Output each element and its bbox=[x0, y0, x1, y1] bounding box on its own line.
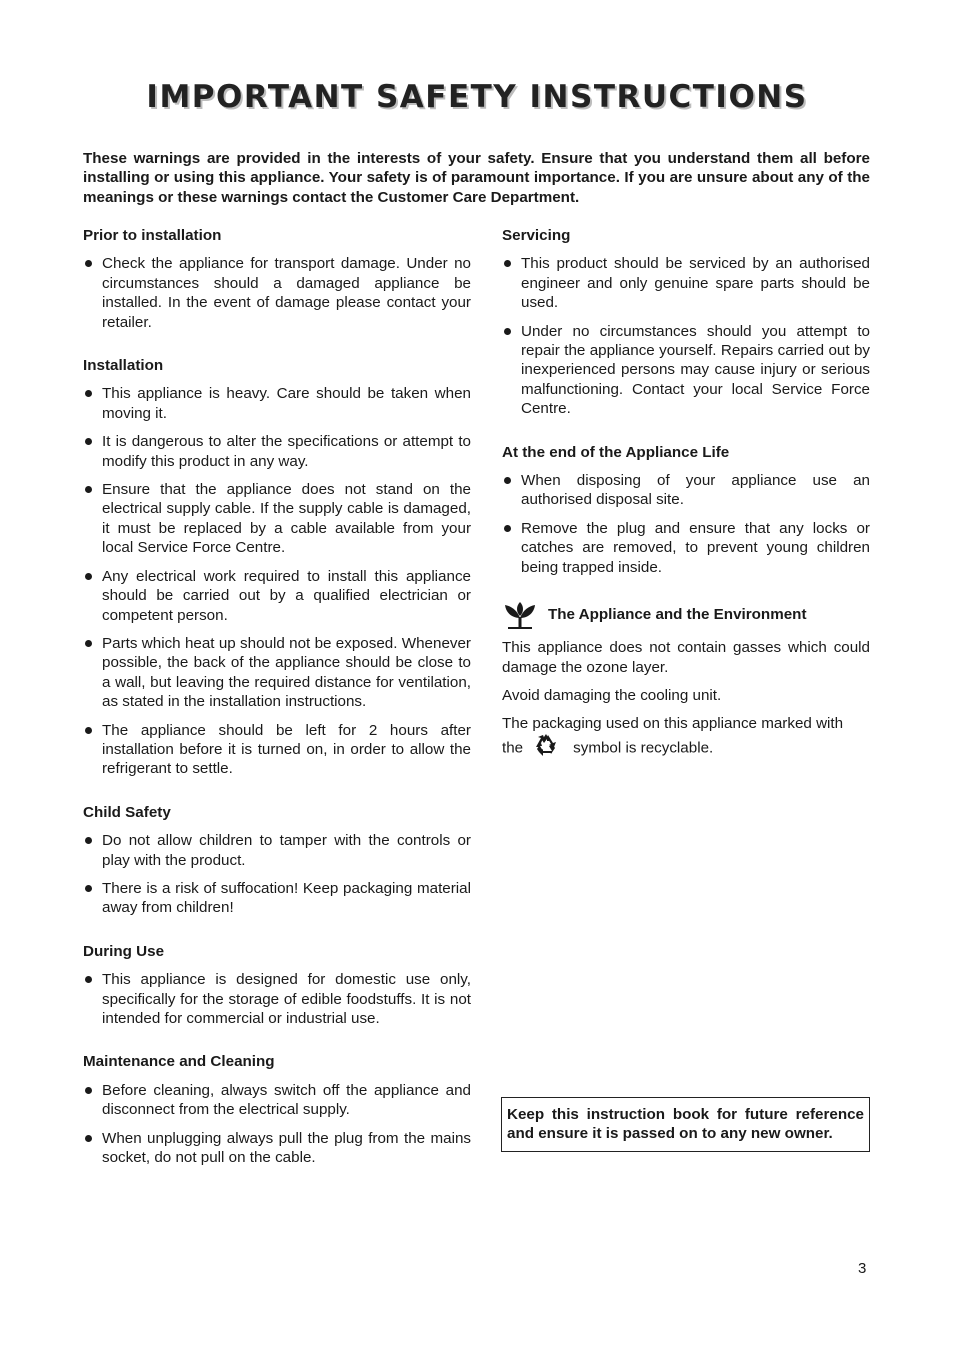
section-during-use bbox=[83, 942, 471, 1029]
list-item: The appliance should be left for 2 hours after installation before it is turned on, in order to allow the refrigerant to settle. bbox=[83, 721, 471, 779]
list-item: Parts which heat up should not be exposed. Whenever possible, the back of the appliance should be close to a wall, but leaving the required distance for ventilation, as stated in the installation instructions. bbox=[83, 634, 471, 712]
keep-book-note: Keep this instruction book for future reference and ensure it is passed on to any new owner. bbox=[501, 1097, 870, 1152]
list-item: Check the appliance for transport damage. Under no circumstances should a damaged appliance be installed. In the event of damage please contact your retailer. bbox=[83, 254, 471, 332]
bullet-icon bbox=[85, 640, 92, 647]
bullet-icon bbox=[85, 260, 92, 267]
recycle-icon bbox=[533, 732, 559, 761]
list-item: This appliance is heavy. Care should be taken when moving it. bbox=[83, 384, 471, 423]
list-item: This product should be serviced by an authorised engineer and only genuine spare parts should be used. bbox=[502, 254, 870, 312]
list-item: Before cleaning, always switch off the appliance and disconnect from the electrical supply. bbox=[83, 1081, 471, 1120]
bullet-icon bbox=[504, 260, 511, 267]
environment-paragraph: This appliance does not contain gasses which could damage the ozone layer. bbox=[502, 639, 870, 676]
flower-environment-icon bbox=[502, 601, 538, 629]
bullet-icon bbox=[85, 1135, 92, 1142]
list-item: There is a risk of suffocation! Keep packaging material away from children! bbox=[83, 879, 471, 918]
bullet-icon bbox=[504, 328, 511, 335]
section-heading: Child Safety bbox=[83, 803, 171, 821]
list-item: When disposing of your appliance use an authorised disposal site. bbox=[502, 471, 870, 510]
section-environment bbox=[502, 601, 870, 763]
list-item: Under no circumstances should you attempt to repair the appliance yourself. Repairs carried out by inexperienced persons may cause injury or serious malfunctioning. Contact your local Service Force Centre. bbox=[502, 322, 870, 419]
section-heading: At the end of the Appliance Life bbox=[502, 443, 730, 461]
section-child-safety bbox=[83, 803, 471, 918]
list-item: It is dangerous to alter the specifications or attempt to modify this product in any way. bbox=[83, 432, 471, 471]
intro-warning: These warnings are provided in the interests of your safety. Ensure that you understand them all before installing or using this appliance. Your safety is of paramount importance. If you are unsure about any of the meanings or these warnings contact the Customer Care Department. bbox=[83, 150, 870, 206]
list-item: This appliance is designed for domestic use only, specifically for the storage of edible foodstuffs. It is not intended for commercial or industrial use. bbox=[83, 970, 471, 1028]
page-title: IMPORTANT SAFETY INSTRUCTIONS bbox=[146, 79, 808, 115]
section-heading: Servicing bbox=[502, 227, 571, 244]
section-heading: Installation bbox=[83, 357, 164, 375]
section-end-of-life bbox=[502, 443, 870, 577]
section-installation bbox=[83, 356, 471, 779]
left-column bbox=[83, 226, 471, 1191]
section-prior-to-installation bbox=[83, 226, 471, 332]
bullet-icon bbox=[85, 573, 92, 580]
section-heading: Prior to installation bbox=[83, 227, 222, 244]
bullet-icon bbox=[85, 976, 92, 983]
list-item: Remove the plug and ensure that any locks or catches are removed, to prevent young children being trapped inside. bbox=[502, 519, 870, 577]
bullet-icon bbox=[85, 390, 92, 397]
page-number: 3 bbox=[858, 1260, 867, 1277]
environment-paragraph: Avoid damaging the cooling unit. bbox=[502, 686, 722, 704]
list-item: When unplugging always pull the plug from the mains socket, do not pull on the cable. bbox=[83, 1129, 471, 1168]
section-heading: During Use bbox=[83, 942, 165, 960]
bullet-icon bbox=[85, 438, 92, 445]
environment-paragraph: The packaging used on this appliance marked with the symbol is recyclable. bbox=[502, 714, 870, 763]
bullet-icon bbox=[85, 837, 92, 844]
bullet-icon bbox=[85, 885, 92, 892]
bullet-icon bbox=[504, 525, 511, 532]
right-column bbox=[502, 226, 870, 787]
list-item: Any electrical work required to install this appliance should be carried out by a qualified electrician or competent person. bbox=[83, 567, 471, 625]
section-maintenance-and-cleaning bbox=[83, 1052, 471, 1167]
list-item: Ensure that the appliance does not stand on the electrical supply cable. If the supply cable is damaged, it must be replaced by a cable available from your local Service Force Centre. bbox=[83, 480, 471, 558]
environment-heading: The Appliance and the Environment bbox=[502, 601, 870, 629]
bullet-icon bbox=[85, 1087, 92, 1094]
section-servicing bbox=[502, 226, 870, 419]
list-item: Do not allow children to tamper with the controls or play with the product. bbox=[83, 831, 471, 870]
bullet-icon bbox=[504, 477, 511, 484]
section-heading: Maintenance and Cleaning bbox=[83, 1053, 275, 1071]
bullet-icon bbox=[85, 486, 92, 493]
bullet-icon bbox=[85, 727, 92, 734]
